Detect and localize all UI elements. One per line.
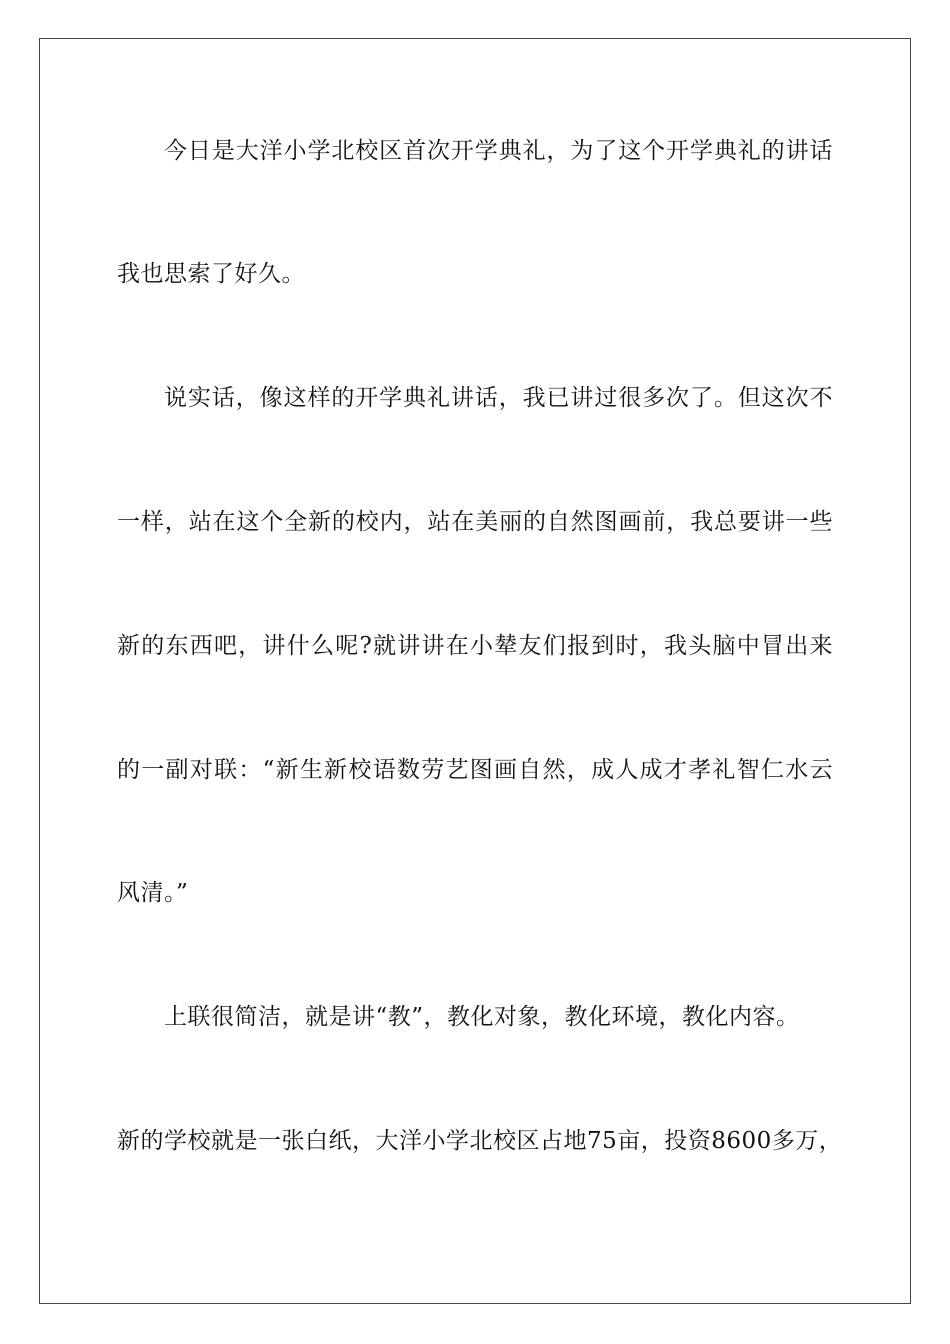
paragraph-2-line-2: 一样，站在这个全新的校内，站在美丽的自然图画前，我总要讲一些 (117, 509, 833, 535)
paragraph-2-line-3: 新的东西吧，讲什么呢?就讲讲在小辇友们报到时，我头脑中冒出来 (117, 633, 833, 659)
page-border (39, 38, 911, 1304)
paragraph-1-line-2: 我也思索了好久。 (117, 261, 305, 287)
paragraph-4-line-1: 新的学校就是一张白纸，大洋小学北校区占地75亩，投资8600多万， (117, 1128, 843, 1154)
paragraph-1-line-1: 今日是大洋小学北校区首次开学典礼，为了这个开学典礼的讲话 (164, 138, 833, 164)
paragraph-2-line-5: 风清。” (117, 880, 189, 906)
paragraph-3-line-1: 上联很简洁，就是讲“教”，教化对象，教化环境，教化内容。 (164, 1004, 800, 1030)
paragraph-2-line-1: 说实话，像这样的开学典礼讲话，我已讲过很多次了。但这次不 (164, 385, 833, 411)
paragraph-2-line-4: 的一副对联：“新生新校语数劳艺图画自然，成人成才孝礼智仁水云 (117, 757, 833, 783)
